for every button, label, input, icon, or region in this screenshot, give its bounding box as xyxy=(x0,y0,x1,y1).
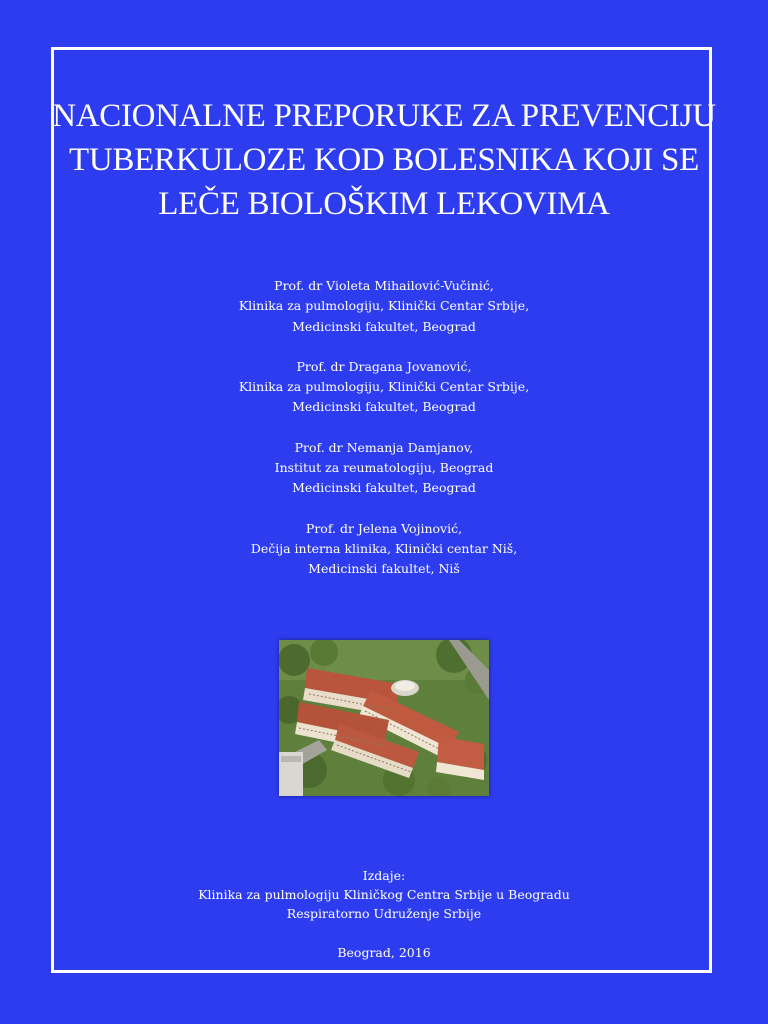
author-faculty: Medicinski fakultet, Beograd xyxy=(292,399,476,415)
author-block xyxy=(0,357,768,418)
publisher-line-2: Respiratorno Udruženje Srbije xyxy=(286,906,482,921)
author-faculty: Medicinski fakultet, Beograd xyxy=(292,318,476,334)
title-line-1: NACIONALNE PREPORUKE ZA PREVENCIJU xyxy=(52,98,716,134)
place-and-date: Beograd, 2016 xyxy=(337,945,431,960)
author-affiliation: Institut za reumatologiju, Beograd xyxy=(274,460,494,476)
document-title xyxy=(0,94,768,226)
publisher-label: Izdaje: xyxy=(362,868,406,883)
title-line-3: LEČE BIOLOŠKIM LEKOVIMA xyxy=(158,186,610,222)
author-affiliation: Klinika za pulmologiju, Klinički Centar Srbije, xyxy=(238,379,530,395)
author-affiliation: Klinika za pulmologiju, Klinički Centar Srbije, xyxy=(238,298,530,314)
hospital-aerial-photo xyxy=(279,640,489,796)
author-faculty: Medicinski fakultet, Beograd xyxy=(292,480,476,496)
publisher-block xyxy=(0,866,768,923)
publisher-line-1: Klinika za pulmologiju Kliničkog Centra Srbije u Beogradu xyxy=(198,887,570,902)
author-name: Prof. dr Nemanja Damjanov, xyxy=(294,439,474,455)
author-block xyxy=(0,438,768,499)
author-list xyxy=(0,276,768,600)
author-name: Prof. dr Dragana Jovanović, xyxy=(296,358,472,374)
author-name: Prof. dr Jelena Vojinović, xyxy=(305,520,463,536)
title-line-2: TUBERKULOZE KOD BOLESNIKA KOJI SE xyxy=(69,142,699,178)
author-block xyxy=(0,276,768,337)
author-name: Prof. dr Violeta Mihailović-Vučinić, xyxy=(274,278,494,293)
author-affiliation: Dečija interna klinika, Klinički centar Niš, xyxy=(250,540,518,556)
author-block xyxy=(0,519,768,580)
author-faculty: Medicinski fakultet, Niš xyxy=(308,561,460,577)
